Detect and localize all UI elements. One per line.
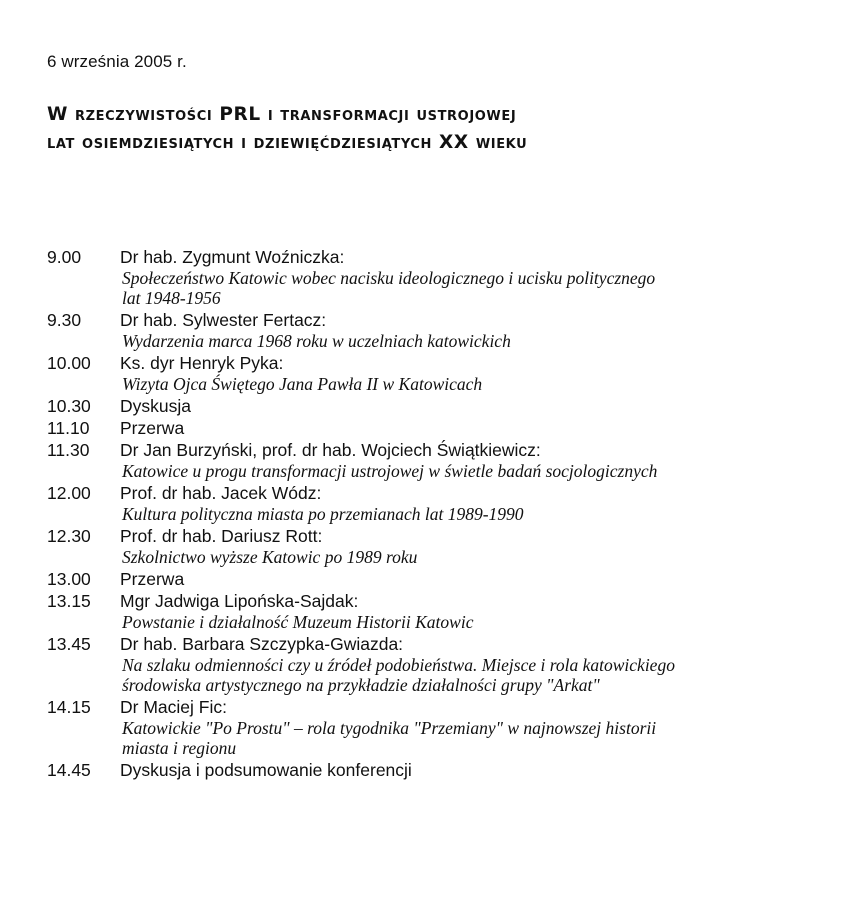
schedule-topic-line: Szkolnictwo wyższe Katowic po 1989 roku [122,547,418,567]
schedule-content [120,309,847,352]
schedule-topic [120,718,847,759]
schedule-item [47,246,847,309]
schedule-time: 13.45 [47,634,91,654]
schedule-speaker: Prof. dr hab. Jacek Wódz: [120,483,322,503]
schedule-list [47,246,847,781]
schedule-topic-line: miasta i regionu [122,738,237,758]
schedule-speaker: Dr Maciej Fic: [120,697,227,717]
schedule-topic-line: Kultura polityczna miasta po przemianach lat 1989-1990 [122,504,524,524]
schedule-speaker: Dr Jan Burzyński, prof. dr hab. Wojciech Świątkiewicz: [120,440,541,460]
schedule-item [47,417,847,439]
schedule-content [120,633,847,696]
schedule-time: 9.30 [47,310,82,330]
schedule-content [120,417,847,439]
schedule-time: 13.15 [47,591,91,611]
schedule-item [47,568,847,590]
conference-title [47,101,807,157]
schedule-speaker: Mgr Jadwiga Lipońska-Sajdak: [120,591,359,611]
schedule-content [120,696,847,759]
schedule-topic [120,655,847,696]
schedule-topic-line: Społeczeństwo Katowic wobec nacisku ideologicznego i ucisku politycznego [122,268,656,288]
schedule-time: 14.45 [47,760,91,780]
schedule-topic [120,504,847,525]
schedule-topic-line: Wizyta Ojca Świętego Jana Pawła II w Katowicach [122,374,483,394]
schedule-item [47,482,847,525]
schedule-item [47,395,847,417]
schedule-topic-line: Katowickie "Po Prostu" – rola tygodnika "Przemiany" w najnowszej historii [122,718,657,738]
schedule-time: 12.30 [47,526,91,546]
schedule-item [47,590,847,633]
schedule-speaker: Przerwa [120,569,185,589]
schedule-speaker: Przerwa [120,418,185,438]
schedule-item [47,759,847,781]
schedule-content [120,352,847,395]
schedule-topic [120,547,847,568]
schedule-item [47,696,847,759]
schedule-topic-line: środowiska artystycznego na przykładzie działalności grupy "Arkat" [122,675,600,695]
schedule-content [120,395,847,417]
schedule-time: 11.10 [47,418,90,438]
schedule-content [120,525,847,568]
schedule-speaker: Prof. dr hab. Dariusz Rott: [120,526,323,546]
schedule-time: 14.15 [47,697,91,717]
schedule-time: 11.30 [47,440,90,460]
schedule-topic-line: Katowice u progu transformacji ustrojowej w świetle badań socjologicznych [122,461,658,481]
schedule-item [47,525,847,568]
schedule-topic-line: Powstanie i działalność Muzeum Historii Katowic [122,612,474,632]
schedule-content [120,482,847,525]
schedule-topic-line: lat 1948-1956 [122,288,221,308]
schedule-item [47,439,847,482]
conference-title-line-1: W rzeczywistości PRL i transformacji ustrojowej [47,104,517,125]
schedule-time: 10.00 [47,353,91,373]
schedule-topic [120,461,847,482]
schedule-content [120,246,847,309]
schedule-speaker: Dyskusja i podsumowanie konferencji [120,760,412,780]
schedule-time: 12.00 [47,483,91,503]
document-date: 6 września 2005 r. [47,52,187,71]
schedule-topic-line: Wydarzenia marca 1968 roku w uczelniach katowickich [122,331,511,351]
schedule-topic [120,374,847,395]
schedule-content [120,590,847,633]
schedule-topic [120,268,847,309]
schedule-speaker: Dyskusja [120,396,191,416]
schedule-topic [120,612,847,633]
schedule-topic-line: Na szlaku odmienności czy u źródeł podobieństwa. Miejsce i rola katowickiego [122,655,675,675]
conference-title-line-2: lat osiemdziesiątych i dziewięćdziesiątych XX wieku [47,132,528,153]
schedule-content [120,439,847,482]
schedule-time: 10.30 [47,396,91,416]
schedule-item [47,309,847,352]
schedule-time: 9.00 [47,247,82,267]
schedule-content [120,759,847,781]
schedule-time: 13.00 [47,569,91,589]
schedule-item [47,352,847,395]
schedule-speaker: Dr hab. Barbara Szczypka-Gwiazda: [120,634,404,654]
schedule-speaker: Dr hab. Zygmunt Woźniczka: [120,247,345,267]
schedule-content [120,568,847,590]
schedule-item [47,633,847,696]
schedule-topic [120,331,847,352]
schedule-speaker: Dr hab. Sylwester Fertacz: [120,310,327,330]
schedule-speaker: Ks. dyr Henryk Pyka: [120,353,284,373]
